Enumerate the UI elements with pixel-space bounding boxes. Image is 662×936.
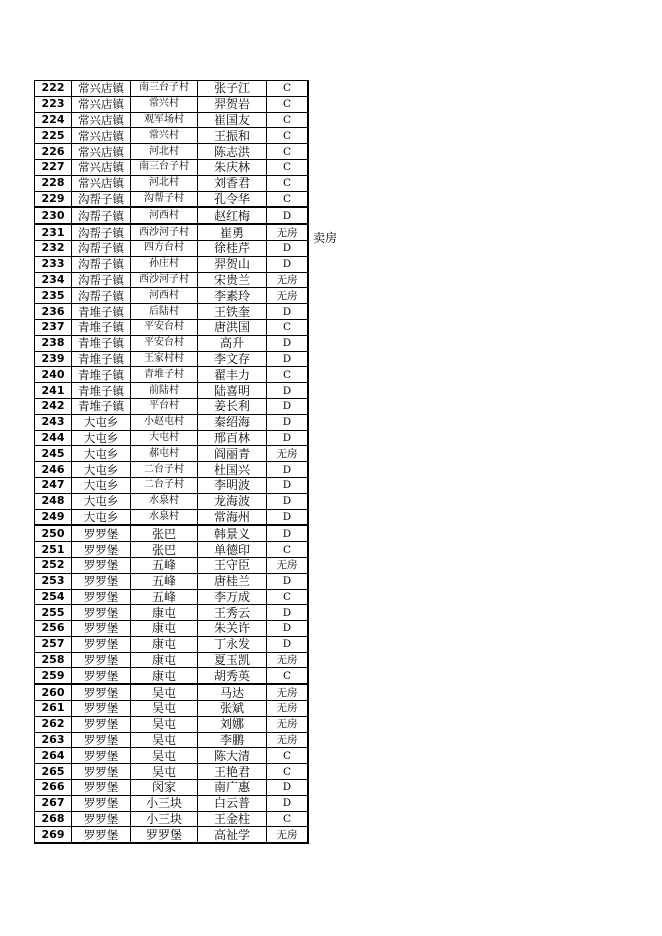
village-cell: 大屯村 [131, 430, 198, 446]
row-number: 232 [35, 240, 72, 256]
row-number: 266 [35, 780, 72, 796]
name-cell: 宋贵兰 [198, 272, 267, 288]
row-number: 262 [35, 716, 72, 732]
row-number: 239 [35, 351, 72, 367]
town-cell: 青堆子镇 [72, 398, 131, 414]
village-cell: 后陆村 [131, 304, 198, 320]
name-cell: 翟丰力 [198, 367, 267, 383]
name-cell: 徐桂芹 [198, 240, 267, 256]
town-cell: 大屯乡 [72, 477, 131, 493]
village-cell: 水泉村 [131, 493, 198, 509]
row-number: 248 [35, 493, 72, 509]
table-row [35, 256, 309, 272]
table-row [35, 159, 309, 175]
row-number: 244 [35, 430, 72, 446]
village-cell: 沟帮子村 [131, 191, 198, 207]
row-number: 229 [35, 191, 72, 207]
row-number: 251 [35, 542, 72, 558]
town-cell: 常兴店镇 [72, 81, 131, 97]
table-row [35, 191, 309, 207]
table-row [35, 573, 309, 589]
name-cell: 夏玉凯 [198, 652, 267, 668]
name-cell: 秦绍海 [198, 414, 267, 430]
name-cell: 王铁奎 [198, 304, 267, 320]
name-cell: 唐洪国 [198, 319, 267, 335]
name-cell: 李鹏 [198, 732, 267, 748]
name-cell: 杜国兴 [198, 462, 267, 478]
grade-cell: C [267, 191, 309, 207]
town-cell: 罗罗堡 [72, 557, 131, 573]
data-table [34, 80, 309, 844]
name-cell: 姜长利 [198, 398, 267, 414]
table-row [35, 764, 309, 780]
village-cell: 小赵屯村 [131, 414, 198, 430]
table-row [35, 668, 309, 684]
table-row [35, 112, 309, 128]
table-row [35, 367, 309, 383]
grade-cell: D [267, 621, 309, 637]
name-cell: 李文存 [198, 351, 267, 367]
grade-cell: D [267, 509, 309, 525]
row-number: 228 [35, 175, 72, 191]
row-number: 250 [35, 525, 72, 541]
table-row [35, 716, 309, 732]
table-row [35, 811, 309, 827]
town-cell: 罗罗堡 [72, 621, 131, 637]
grade-cell: C [267, 96, 309, 112]
village-cell: 吴屯 [131, 732, 198, 748]
town-cell: 青堆子镇 [72, 383, 131, 399]
grade-cell: D [267, 525, 309, 541]
town-cell: 沟帮子镇 [72, 272, 131, 288]
village-cell: 康屯 [131, 636, 198, 652]
row-number: 243 [35, 414, 72, 430]
name-cell: 马达 [198, 684, 267, 700]
town-cell: 沟帮子镇 [72, 240, 131, 256]
grade-cell: D [267, 462, 309, 478]
grade-cell: D [267, 573, 309, 589]
town-cell: 常兴店镇 [72, 96, 131, 112]
row-number: 268 [35, 811, 72, 827]
row-number: 259 [35, 668, 72, 684]
row-number: 247 [35, 477, 72, 493]
grade-cell: C [267, 159, 309, 175]
table-row [35, 477, 309, 493]
name-cell: 朱庆林 [198, 159, 267, 175]
row-number: 255 [35, 605, 72, 621]
row-number: 258 [35, 652, 72, 668]
name-cell: 刘香君 [198, 175, 267, 191]
row-number: 246 [35, 462, 72, 478]
grade-cell: D [267, 335, 309, 351]
village-cell: 常兴村 [131, 128, 198, 144]
town-cell: 罗罗堡 [72, 542, 131, 558]
town-cell: 大屯乡 [72, 414, 131, 430]
grade-cell: C [267, 589, 309, 605]
village-cell: 孙庄村 [131, 256, 198, 272]
grade-cell: D [267, 795, 309, 811]
village-cell: 康屯 [131, 621, 198, 637]
name-cell: 孔令华 [198, 191, 267, 207]
table-row [35, 509, 309, 525]
table-row [35, 462, 309, 478]
town-cell: 沟帮子镇 [72, 207, 131, 224]
name-cell: 李明波 [198, 477, 267, 493]
row-number: 265 [35, 764, 72, 780]
name-cell: 崔国友 [198, 112, 267, 128]
table-row [35, 684, 309, 700]
town-cell: 大屯乡 [72, 446, 131, 462]
row-number: 224 [35, 112, 72, 128]
grade-cell: D [267, 207, 309, 224]
table-row [35, 96, 309, 112]
village-cell: 吴屯 [131, 716, 198, 732]
town-cell: 罗罗堡 [72, 684, 131, 700]
table-row [35, 335, 309, 351]
grade-cell: C [267, 668, 309, 684]
village-cell: 河北村 [131, 175, 198, 191]
grade-cell: 无房 [267, 732, 309, 748]
name-cell: 崔勇 [198, 224, 267, 240]
row-number: 237 [35, 319, 72, 335]
grade-cell: D [267, 780, 309, 796]
village-cell: 河北村 [131, 144, 198, 160]
row-number: 257 [35, 636, 72, 652]
grade-cell: 无房 [267, 224, 309, 240]
grade-cell: 无房 [267, 701, 309, 717]
town-cell: 罗罗堡 [72, 795, 131, 811]
grade-cell: 无房 [267, 446, 309, 462]
village-cell: 吴屯 [131, 748, 198, 764]
table-body [35, 81, 309, 844]
name-cell: 南广惠 [198, 780, 267, 796]
table-row [35, 430, 309, 446]
table-row [35, 621, 309, 637]
town-cell: 罗罗堡 [72, 636, 131, 652]
town-cell: 常兴店镇 [72, 175, 131, 191]
name-cell: 韩景义 [198, 525, 267, 541]
village-cell: 前陆村 [131, 383, 198, 399]
grade-cell: D [267, 605, 309, 621]
grade-cell: D [267, 240, 309, 256]
town-cell: 常兴店镇 [72, 159, 131, 175]
table-row [35, 304, 309, 320]
table-row [35, 240, 309, 256]
table-row [35, 557, 309, 573]
town-cell: 罗罗堡 [72, 764, 131, 780]
village-cell: 二台子村 [131, 462, 198, 478]
town-cell: 沟帮子镇 [72, 288, 131, 304]
grade-cell: C [267, 128, 309, 144]
village-cell: 平台村 [131, 398, 198, 414]
grade-cell: C [267, 319, 309, 335]
name-cell: 邢百林 [198, 430, 267, 446]
grade-cell: C [267, 748, 309, 764]
town-cell: 罗罗堡 [72, 748, 131, 764]
village-cell: 二台子村 [131, 477, 198, 493]
grade-cell: D [267, 304, 309, 320]
table-row [35, 351, 309, 367]
name-cell: 王守臣 [198, 557, 267, 573]
grade-cell: 无房 [267, 684, 309, 700]
row-number: 253 [35, 573, 72, 589]
name-cell: 唐桂兰 [198, 573, 267, 589]
table-row [35, 224, 309, 240]
grade-cell: D [267, 256, 309, 272]
town-cell: 大屯乡 [72, 493, 131, 509]
village-cell: 王家村村 [131, 351, 198, 367]
table-row [35, 81, 309, 97]
row-number: 269 [35, 827, 72, 843]
town-cell: 罗罗堡 [72, 732, 131, 748]
table-row [35, 605, 309, 621]
row-number: 223 [35, 96, 72, 112]
table-row [35, 128, 309, 144]
name-cell: 阎丽青 [198, 446, 267, 462]
table-row [35, 272, 309, 288]
grade-cell: C [267, 144, 309, 160]
village-cell: 康屯 [131, 668, 198, 684]
grade-cell: C [267, 175, 309, 191]
town-cell: 沟帮子镇 [72, 191, 131, 207]
village-cell: 小三块 [131, 811, 198, 827]
row-number: 236 [35, 304, 72, 320]
table-row [35, 636, 309, 652]
grade-cell: D [267, 351, 309, 367]
name-cell: 羿贺山 [198, 256, 267, 272]
row-number: 256 [35, 621, 72, 637]
town-cell: 大屯乡 [72, 462, 131, 478]
row-number: 264 [35, 748, 72, 764]
table-row [35, 652, 309, 668]
village-cell: 张巴 [131, 525, 198, 541]
town-cell: 罗罗堡 [72, 573, 131, 589]
row-number: 241 [35, 383, 72, 399]
table-row [35, 288, 309, 304]
row-number: 240 [35, 367, 72, 383]
village-cell: 青堆子村 [131, 367, 198, 383]
town-cell: 青堆子镇 [72, 304, 131, 320]
table-row [35, 795, 309, 811]
name-cell: 王振和 [198, 128, 267, 144]
row-number: 234 [35, 272, 72, 288]
village-cell: 五峰 [131, 589, 198, 605]
table-row [35, 589, 309, 605]
row-number: 231 [35, 224, 72, 240]
village-cell: 吴屯 [131, 764, 198, 780]
village-cell: 郝屯村 [131, 446, 198, 462]
table-row [35, 414, 309, 430]
name-cell: 白云普 [198, 795, 267, 811]
row-number: 249 [35, 509, 72, 525]
side-note: 卖房 [313, 231, 338, 245]
table-row [35, 748, 309, 764]
village-cell: 罗罗堡 [131, 827, 198, 843]
village-cell: 水泉村 [131, 509, 198, 525]
name-cell: 胡秀英 [198, 668, 267, 684]
table-row [35, 780, 309, 796]
name-cell: 李万成 [198, 589, 267, 605]
name-cell: 王秀云 [198, 605, 267, 621]
village-cell: 五峰 [131, 573, 198, 589]
grade-cell: 无房 [267, 557, 309, 573]
table-row [35, 542, 309, 558]
grade-cell: 无房 [267, 272, 309, 288]
village-cell: 南三台子村 [131, 81, 198, 97]
table-row [35, 827, 309, 843]
row-number: 227 [35, 159, 72, 175]
name-cell: 羿贺岩 [198, 96, 267, 112]
town-cell: 沟帮子镇 [72, 224, 131, 240]
name-cell: 陆喜明 [198, 383, 267, 399]
grade-cell: C [267, 367, 309, 383]
village-cell: 观军场村 [131, 112, 198, 128]
row-number: 238 [35, 335, 72, 351]
town-cell: 沟帮子镇 [72, 256, 131, 272]
table-row [35, 493, 309, 509]
village-cell: 平安台村 [131, 319, 198, 335]
row-number: 267 [35, 795, 72, 811]
name-cell: 王金柱 [198, 811, 267, 827]
name-cell: 张子江 [198, 81, 267, 97]
name-cell: 单德印 [198, 542, 267, 558]
table-row [35, 398, 309, 414]
table-row [35, 144, 309, 160]
grade-cell: D [267, 383, 309, 399]
town-cell: 青堆子镇 [72, 319, 131, 335]
town-cell: 罗罗堡 [72, 716, 131, 732]
table-row [35, 446, 309, 462]
name-cell: 丁永发 [198, 636, 267, 652]
grade-cell: C [267, 112, 309, 128]
name-cell: 陈志洪 [198, 144, 267, 160]
village-cell: 河西村 [131, 288, 198, 304]
grade-cell: 无房 [267, 652, 309, 668]
row-number: 226 [35, 144, 72, 160]
town-cell: 罗罗堡 [72, 525, 131, 541]
row-number: 225 [35, 128, 72, 144]
grade-cell: C [267, 764, 309, 780]
village-cell: 西沙河子村 [131, 272, 198, 288]
table-row [35, 319, 309, 335]
row-number: 260 [35, 684, 72, 700]
grade-cell: C [267, 81, 309, 97]
town-cell: 罗罗堡 [72, 652, 131, 668]
row-number: 230 [35, 207, 72, 224]
town-cell: 罗罗堡 [72, 701, 131, 717]
village-cell: 四方台村 [131, 240, 198, 256]
name-cell: 常海州 [198, 509, 267, 525]
grade-cell: D [267, 477, 309, 493]
name-cell: 朱关许 [198, 621, 267, 637]
row-number: 254 [35, 589, 72, 605]
town-cell: 罗罗堡 [72, 605, 131, 621]
village-cell: 康屯 [131, 652, 198, 668]
name-cell: 龙海波 [198, 493, 267, 509]
row-number: 245 [35, 446, 72, 462]
village-cell: 张巴 [131, 542, 198, 558]
table-row [35, 525, 309, 541]
town-cell: 大屯乡 [72, 509, 131, 525]
grade-cell: D [267, 430, 309, 446]
table-row [35, 383, 309, 399]
town-cell: 青堆子镇 [72, 335, 131, 351]
grade-cell: D [267, 398, 309, 414]
town-cell: 青堆子镇 [72, 351, 131, 367]
village-cell: 河西村 [131, 207, 198, 224]
town-cell: 罗罗堡 [72, 827, 131, 843]
name-cell: 高升 [198, 335, 267, 351]
name-cell: 刘娜 [198, 716, 267, 732]
table-row [35, 175, 309, 191]
town-cell: 常兴店镇 [72, 144, 131, 160]
name-cell: 李素玲 [198, 288, 267, 304]
row-number: 222 [35, 81, 72, 97]
town-cell: 常兴店镇 [72, 128, 131, 144]
grade-cell: D [267, 493, 309, 509]
grade-cell: 无房 [267, 288, 309, 304]
village-cell: 平安台村 [131, 335, 198, 351]
village-cell: 西沙河子村 [131, 224, 198, 240]
grade-cell: 无房 [267, 716, 309, 732]
grade-cell: D [267, 414, 309, 430]
table-row [35, 207, 309, 224]
table-row [35, 732, 309, 748]
town-cell: 常兴店镇 [72, 112, 131, 128]
table-row [35, 701, 309, 717]
name-cell: 陈大清 [198, 748, 267, 764]
village-cell: 吴屯 [131, 684, 198, 700]
row-number: 235 [35, 288, 72, 304]
row-number: 261 [35, 701, 72, 717]
town-cell: 青堆子镇 [72, 367, 131, 383]
village-cell: 南三台子村 [131, 159, 198, 175]
row-number: 252 [35, 557, 72, 573]
village-cell: 康屯 [131, 605, 198, 621]
name-cell: 高祉学 [198, 827, 267, 843]
name-cell: 张斌 [198, 701, 267, 717]
town-cell: 罗罗堡 [72, 589, 131, 605]
village-cell: 五峰 [131, 557, 198, 573]
village-cell: 吴屯 [131, 701, 198, 717]
grade-cell: D [267, 636, 309, 652]
grade-cell: C [267, 811, 309, 827]
grade-cell: 无房 [267, 827, 309, 843]
village-cell: 小三块 [131, 795, 198, 811]
grade-cell: C [267, 542, 309, 558]
row-number: 263 [35, 732, 72, 748]
town-cell: 罗罗堡 [72, 780, 131, 796]
row-number: 242 [35, 398, 72, 414]
name-cell: 赵红梅 [198, 207, 267, 224]
name-cell: 王艳君 [198, 764, 267, 780]
town-cell: 罗罗堡 [72, 811, 131, 827]
village-cell: 常兴村 [131, 96, 198, 112]
town-cell: 罗罗堡 [72, 668, 131, 684]
row-number: 233 [35, 256, 72, 272]
village-cell: 闵家 [131, 780, 198, 796]
town-cell: 大屯乡 [72, 430, 131, 446]
